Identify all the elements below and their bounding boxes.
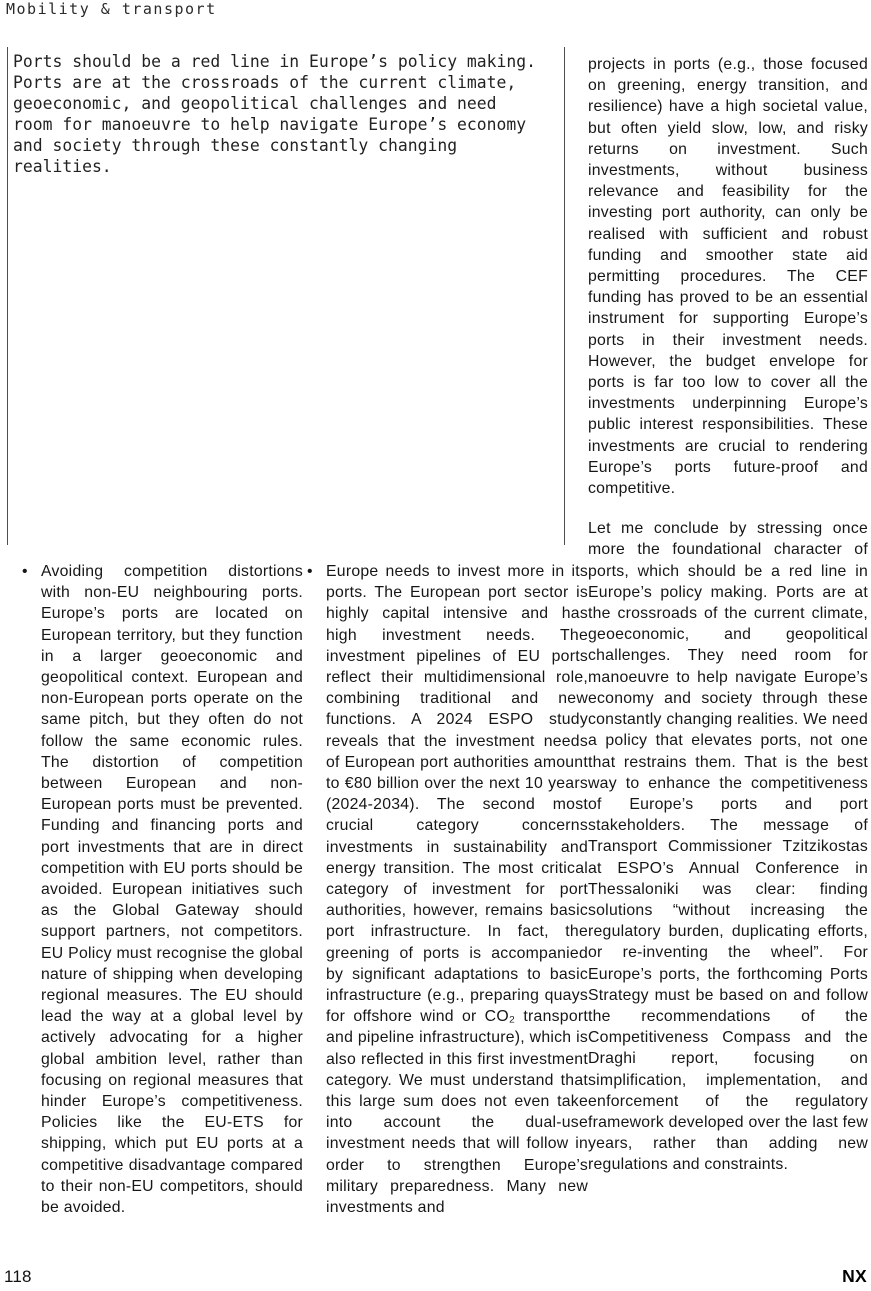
text-column-right [588, 54, 868, 1176]
bullet-text: Europe needs to invest more in its ports. The European port sector is highly capital intensive and has high investment needs. The investment pipelines of EU ports reflect their multidimensional role, combining traditional and new functions. A 2024 ESPO study reveals that the investment needs of European port authorities amount to €80 billion over the next 10 years (2024-2034). The second most crucial category concerns investments in sustainability and energy transition. The most critical category of investment for port authorities, however, remains basic port infrastructure. In fact, the greening of ports is accompanied by significant adaptations to basic infrastructure (e.g., preparing quays for offshore wind or CO₂ transport and pipeline infrastructure), which is also reflected in this first investment category. We must understand that this large sum does not even take into account the dual-use investment needs that will follow in order to strengthen Europe’s military preparedness. Many new investments and [326, 563, 588, 1217]
text-column-left [22, 561, 303, 1218]
pull-quote-block [7, 47, 565, 545]
page-number: 118 [4, 1267, 32, 1286]
text-column-middle [307, 561, 588, 1218]
bullet-marker-icon: • [307, 563, 313, 580]
paragraph-conclusion: Let me conclude by stressing once more the foundational character of ports, which should be a red line in Europe’s policy making. Ports are at the crossroads of the current climate, geoeconomic, and geopolitical challenges. They need room for manoeuvre to help navigate Europe’s economy and society through these constantly changing realities. We need a policy that elevates ports, not one that restrains them. That is the best way to enhance the competitiveness of Europe’s ports and port stakeholders. The message of Transport Commissioner Tzitzikostas at ESPO’s Annual Conference in Thessaloniki was clear: finding solutions “without increasing the regulatory burden, duplicating efforts, or re-inventing the wheel”. For Europe’s ports, the forthcoming Ports Strategy must be based on and follow the recommendations of the Competitiveness Compass and the Draghi report, focusing on simplification, implementation, and enforcement of the regulatory framework developed over the last few years, rather than adding new regulations and constraints. [588, 520, 868, 1174]
bullet-marker-icon: • [22, 563, 28, 580]
section-label: Mobility & transport [6, 0, 217, 18]
bullet-item [307, 561, 588, 1218]
paragraph-investments: projects in ports (e.g., those focused on greening, energy transition, and resilience) have a high societal value, but often yield slow, low, and risky returns on investment. Such investments, without business relevance and feasibility for the investing port authority, can only be realised with sufficient and robust funding and smoother state aid permitting procedures. The CEF funding has proved to be an essential instrument for supporting Europe’s ports in their investment needs. However, the budget envelope for ports is far too low to cover all the investments underpinning Europe’s public interest responsibilities. These investments are crucial to rendering Europe’s ports future-proof and competitive. [588, 56, 868, 498]
publication-logo: NX [842, 1266, 867, 1286]
bullet-item [22, 561, 303, 1218]
bullet-text: Avoiding competition distortions with non-EU neighbouring ports. Europe’s ports are located on European territory, but they function in a larger geoeconomic and geopolitical context. European and non-European ports operate on the same pitch, but they often do not follow the same economic rules. The distortion of competition between European and non-European ports must be prevented. Funding and financing ports and port investments that are in direct competition with EU ports should be avoided. European initiatives such as the Global Gateway should support partners, not competitors. EU Policy must recognise the global nature of shipping when developing regional measures. The EU should lead the way at a global level by actively advocating for a higher global ambition level, rather than focusing on regional measures that hinder Europe’s competitiveness. Policies like the EU-ETS for shipping, which put EU ports at a competitive disadvantage compared to their non-EU competitors, should be avoided. [41, 563, 303, 1217]
pull-quote-text: Ports should be a red line in Europe’s policy making. Ports are at the crossroads of the current climate, geoeconomic, and geopolitical challenges and need room for manoeuvre to help navigate Europe’s economy and society through these constantly changing realities. [13, 52, 537, 177]
